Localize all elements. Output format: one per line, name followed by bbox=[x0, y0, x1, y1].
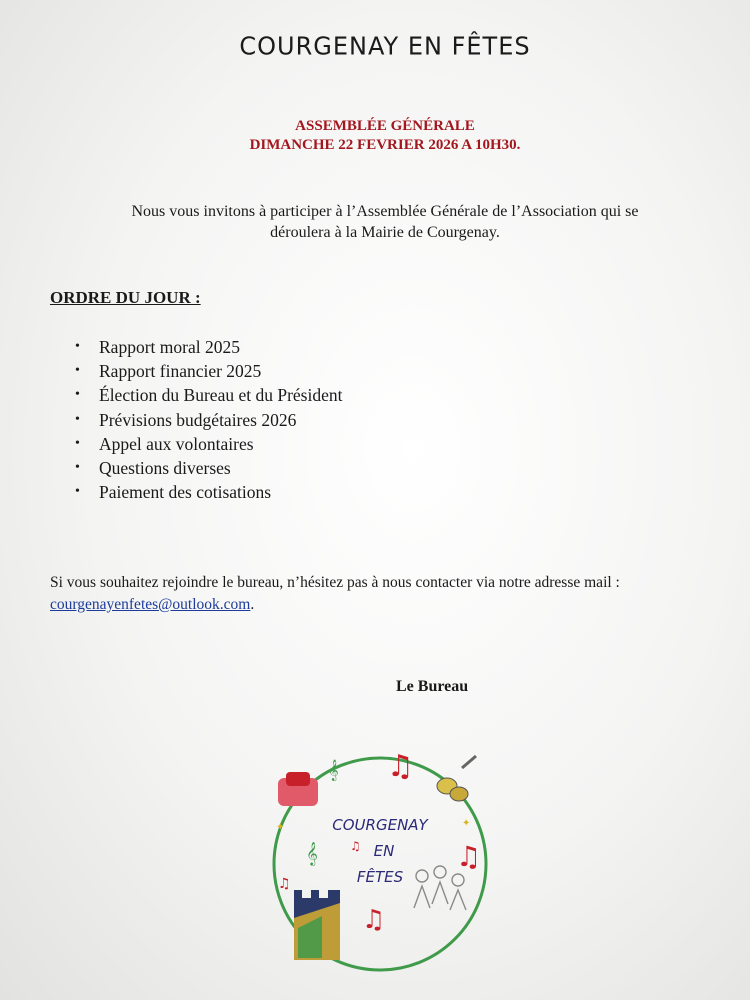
music-note-icon: ♫ bbox=[387, 749, 414, 784]
bullet-icon: • bbox=[75, 387, 80, 403]
music-note-icon: ♫ bbox=[350, 839, 361, 853]
logo-line-1: COURGENAY bbox=[332, 816, 428, 834]
event-block bbox=[0, 117, 750, 155]
drum-icon bbox=[278, 772, 318, 806]
contact-paragraph bbox=[50, 572, 730, 616]
music-note-icon: ♫ bbox=[278, 876, 291, 892]
agenda-item-label: Questions diverses bbox=[99, 458, 231, 479]
carnival-mask-icon bbox=[437, 756, 476, 801]
agenda-heading: ORDRE DU JOUR : bbox=[50, 288, 201, 307]
list-item bbox=[75, 383, 342, 407]
list-item bbox=[75, 432, 342, 456]
list-item bbox=[75, 456, 342, 480]
bullet-icon: • bbox=[75, 411, 80, 427]
bullet-icon: • bbox=[75, 484, 80, 500]
agenda-list bbox=[75, 335, 342, 504]
invitation-text bbox=[60, 201, 710, 243]
list-item bbox=[75, 335, 342, 359]
agenda-item-label: Élection du Bureau et du Président bbox=[99, 385, 343, 406]
page-title: COURGENAY EN FÊTES bbox=[239, 31, 531, 61]
bullet-icon: • bbox=[75, 363, 80, 379]
agenda-item-label: Rapport financier 2025 bbox=[99, 361, 262, 382]
invitation-line-1: Nous vous invitons à participer à l’Assemblée Générale de l’Association qui se bbox=[131, 203, 639, 220]
list-item bbox=[75, 408, 342, 432]
logo-line-2: EN bbox=[373, 842, 395, 860]
email-link[interactable]: courgenayenfetes@outlook.com bbox=[50, 596, 251, 613]
list-item bbox=[75, 359, 342, 383]
treble-clef-icon: 𝄞 bbox=[328, 760, 339, 781]
sparkle-icon: ✦ bbox=[276, 822, 285, 833]
bullet-icon: • bbox=[75, 460, 80, 476]
agenda-item-label: Appel aux volontaires bbox=[99, 433, 254, 454]
event-title: ASSEMBLÉE GÉNÉRALE bbox=[295, 118, 475, 134]
agenda-item-label: Prévisions budgétaires 2026 bbox=[99, 409, 297, 430]
agenda-item-label: Rapport moral 2025 bbox=[99, 337, 240, 357]
contact-trailing: . bbox=[250, 596, 255, 613]
bullet-icon: • bbox=[75, 339, 80, 354]
invitation-line-2: déroulera à la Mairie de Courgenay. bbox=[270, 224, 500, 241]
association-logo bbox=[262, 748, 502, 983]
castle-icon bbox=[294, 890, 340, 960]
sparkle-icon: ✦ bbox=[462, 818, 471, 829]
contact-text: Si vous souhaitez rejoindre le bureau, n’hésitez pas à nous contacter via notre adresse mail : bbox=[50, 574, 620, 591]
bullet-icon: • bbox=[75, 435, 80, 451]
signature: Le Bureau bbox=[396, 678, 469, 695]
event-date: DIMANCHE 22 FEVRIER 2026 A 10H30. bbox=[249, 137, 521, 153]
music-note-icon: ♫ bbox=[362, 905, 386, 935]
music-note-icon: ♫ bbox=[456, 840, 482, 873]
agenda-item-label: Paiement des cotisations bbox=[99, 482, 272, 503]
treble-clef-icon: 𝄞 bbox=[306, 841, 318, 865]
logo-line-3: FÊTES bbox=[356, 868, 404, 886]
list-item bbox=[75, 480, 342, 504]
